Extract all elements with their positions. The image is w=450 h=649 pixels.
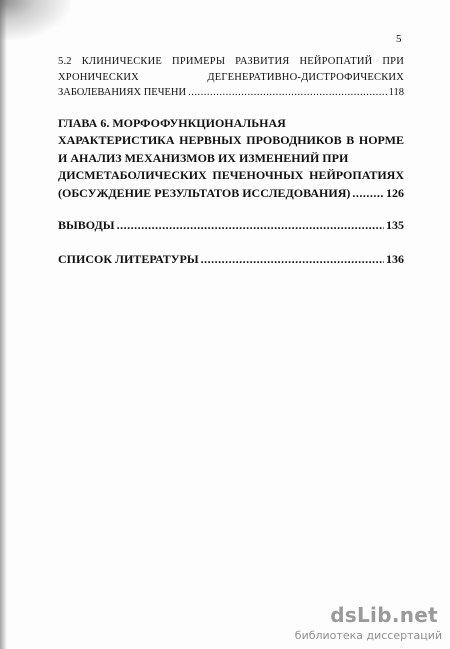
page-number: 5 <box>396 33 402 45</box>
toc-references-label: СПИСОК ЛИТЕРАТУРЫ <box>58 252 199 266</box>
toc-chapter-6 <box>58 115 404 203</box>
dot-leader <box>188 85 387 101</box>
toc-entry-5-2-line2: ХРОНИЧЕСКИХ ДЕГЕНЕРАТИВНО-ДИСТРОФИЧЕСКИХ <box>58 71 404 83</box>
dot-leader <box>117 218 384 233</box>
watermark-subtitle: библиотека диссертаций <box>294 629 442 642</box>
toc-conclusions-page: 135 <box>386 218 404 232</box>
toc-conclusions <box>58 218 404 233</box>
scan-edge <box>0 0 7 649</box>
toc-entry-5-2 <box>58 54 404 101</box>
toc-chapter-6-line1: ГЛАВА 6. МОРФОФУНКЦИОНАЛЬНАЯ <box>58 115 286 130</box>
toc-entry-5-2-line1: 5.2 КЛИНИЧЕСКИЕ ПРИМЕРЫ РАЗВИТИЯ НЕЙРОПАТИЙ ПРИ <box>58 56 404 67</box>
table-of-contents <box>58 54 404 267</box>
toc-conclusions-label: ВЫВОДЫ <box>58 218 115 232</box>
toc-entry-5-2-line3: ЗАБОЛЕВАНИЯХ ПЕЧЕНИ <box>58 87 187 98</box>
watermark <box>294 603 450 649</box>
toc-chapter-6-line2: ХАРАКТЕРИСТИКА НЕРВНЫХ ПРОВОДНИКОВ В НОРМЕ <box>58 133 404 147</box>
toc-chapter-6-line5: (ОБСУЖДЕНИЕ РЕЗУЛЬТАТОВ ИССЛЕДОВАНИЯ) <box>58 185 351 200</box>
dot-leader <box>201 252 384 267</box>
dot-leader <box>352 185 384 203</box>
toc-references <box>58 252 404 267</box>
toc-chapter-6-line4: ДИСМЕТАБОЛИЧЕСКИХ ПЕЧЕНОЧНЫХ НЕЙРОПАТИЯХ <box>58 168 404 182</box>
toc-chapter-6-leader <box>58 185 404 203</box>
toc-entry-5-2-page: 118 <box>388 87 404 98</box>
watermark-logo: dsLib.net <box>330 603 438 627</box>
scan-shadow <box>0 0 70 40</box>
toc-chapter-6-page: 126 <box>386 185 404 200</box>
toc-chapter-6-line3: И АНАЛИЗ МЕХАНИЗМОВ ИХ ИЗМЕНЕНИЙ ПРИ <box>58 150 349 165</box>
toc-entry-5-2-leader <box>58 85 404 101</box>
toc-references-page: 136 <box>386 252 404 266</box>
